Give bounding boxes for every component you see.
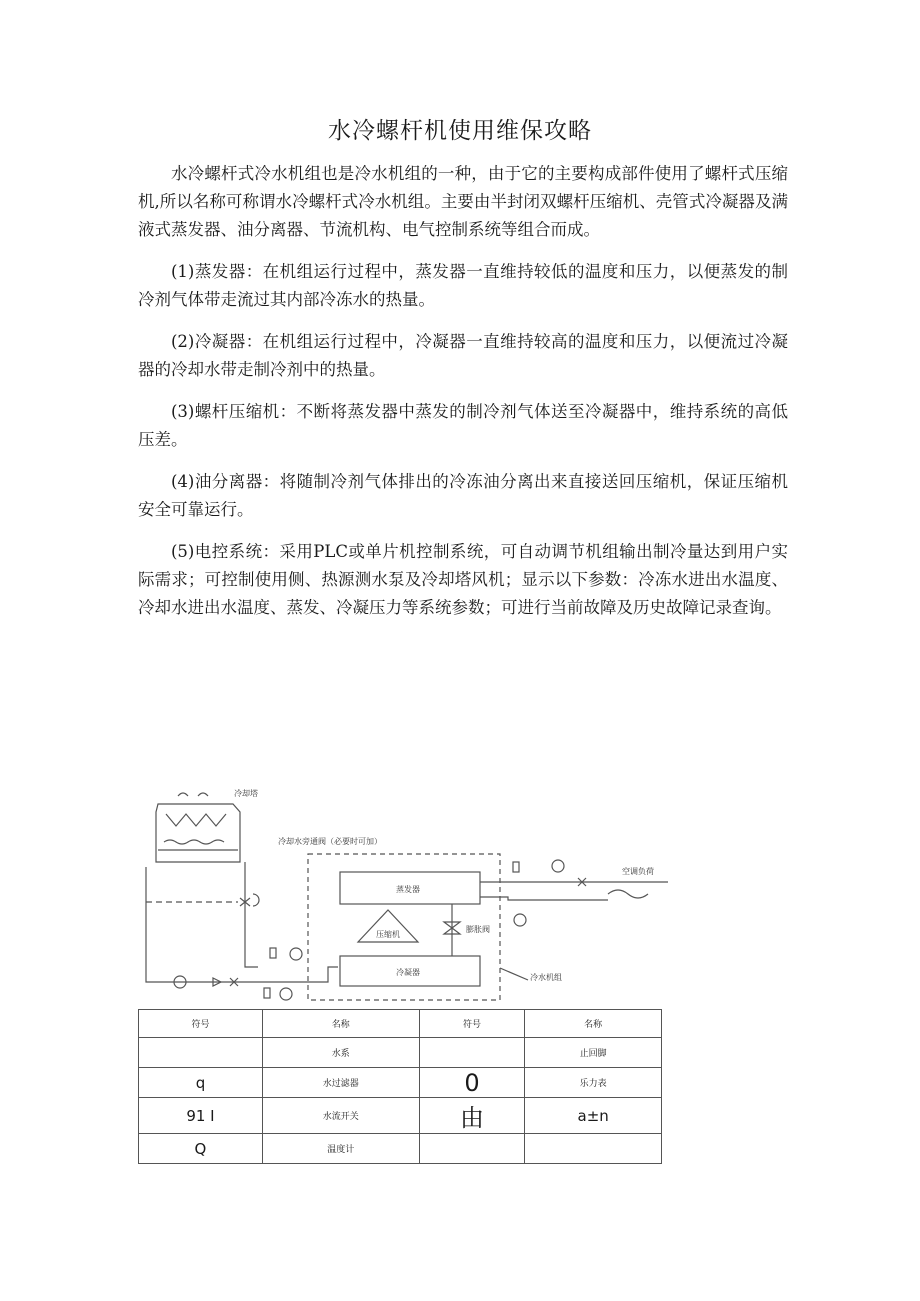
legend-symbol (419, 1038, 525, 1068)
legend-name: a±n (525, 1098, 662, 1134)
label-expansion-valve: 膨胀阀 (466, 925, 490, 934)
legend-name (525, 1134, 662, 1164)
legend-name: 水流开关 (262, 1098, 419, 1134)
label-ac-load: 空调负荷 (622, 867, 654, 876)
legend-name: 水过滤器 (262, 1068, 419, 1098)
label-chiller-unit: 冷水机组 (530, 973, 562, 982)
paragraph-compressor: (3)螺杆压缩机：不断将蒸发器中蒸发的制冷剂气体送至冷凝器中，维持系统的高低压差。 (138, 402, 788, 449)
legend-name: 温度计 (262, 1134, 419, 1164)
legend-symbol: 由 (419, 1098, 525, 1134)
legend-row (139, 1098, 662, 1134)
legend-header-row (139, 1010, 662, 1038)
legend-name: 水系 (262, 1038, 419, 1068)
legend-symbol: 91 I (139, 1098, 263, 1134)
cooling-tower-icon (156, 793, 240, 862)
label-condenser: 冷凝器 (396, 968, 420, 977)
symbol-legend-table (138, 1009, 662, 1164)
document-body (138, 160, 788, 636)
legend-row (139, 1068, 662, 1098)
system-diagram-svg (128, 782, 668, 1012)
paragraph-oil-separator: (4)油分离器：将随制冷剂气体排出的冷冻油分离出来直接送回压缩机，保证压缩机安全可靠运行。 (138, 472, 788, 519)
paragraph-control-system: (5)电控系统：采用PLC或单片机控制系统，可自动调节机组输出制冷量达到用户实际需求；可控制使用侧、热源测水泵及冷却塔风机；显示以下参数：冷冻水进出水温度、冷却水进出水温度、蒸发、冷凝压力等系统参数；可进行当前故障及历史故障记录查询。 (138, 542, 788, 617)
label-compressor: 压缩机 (376, 930, 400, 939)
header-name: 名称 (525, 1010, 662, 1038)
legend-name: 乐力表 (525, 1068, 662, 1098)
page-title: 水冷螺杆机使用维保攻略 (328, 118, 592, 144)
legend-symbol: Q (139, 1134, 263, 1164)
legend-symbol (419, 1134, 525, 1164)
paragraph-evaporator: (1)蒸发器：在机组运行过程中，蒸发器一直维持较低的温度和压力，以便蒸发的制冷剂气体带走流过其内部冷冻水的热量。 (138, 262, 788, 309)
legend-name: 止回脚 (525, 1038, 662, 1068)
legend-row (139, 1038, 662, 1068)
legend-symbol: 0 (419, 1068, 525, 1098)
label-cooling-tower: 冷却塔 (234, 789, 258, 798)
header-symbol: 符号 (139, 1010, 263, 1038)
legend-row (139, 1134, 662, 1164)
label-bypass-valve: 冷却水旁通阀（必要时可加） (278, 837, 382, 846)
label-evaporator: 蒸发器 (396, 885, 420, 894)
legend-symbol (139, 1038, 263, 1068)
paragraph-condenser: (2)冷凝器：在机组运行过程中，冷凝器一直维持较高的温度和压力，以便流过冷凝器的冷却水带走制冷剂中的热量。 (138, 332, 788, 379)
legend-symbol: q (139, 1068, 263, 1098)
system-diagram (128, 782, 668, 1012)
paragraph-intro: 水冷螺杆式冷水机组也是冷水机组的一种，由于它的主要构成部件使用了螺杆式压缩机,所以名称可称谓水冷螺杆式冷水机组。主要由半封闭双螺杆压缩机、壳管式冷凝器及满液式蒸发器、油分离器、节流机构、电气控制系统等组合而成。 (138, 164, 788, 239)
header-name: 名称 (262, 1010, 419, 1038)
header-symbol: 符号 (419, 1010, 525, 1038)
